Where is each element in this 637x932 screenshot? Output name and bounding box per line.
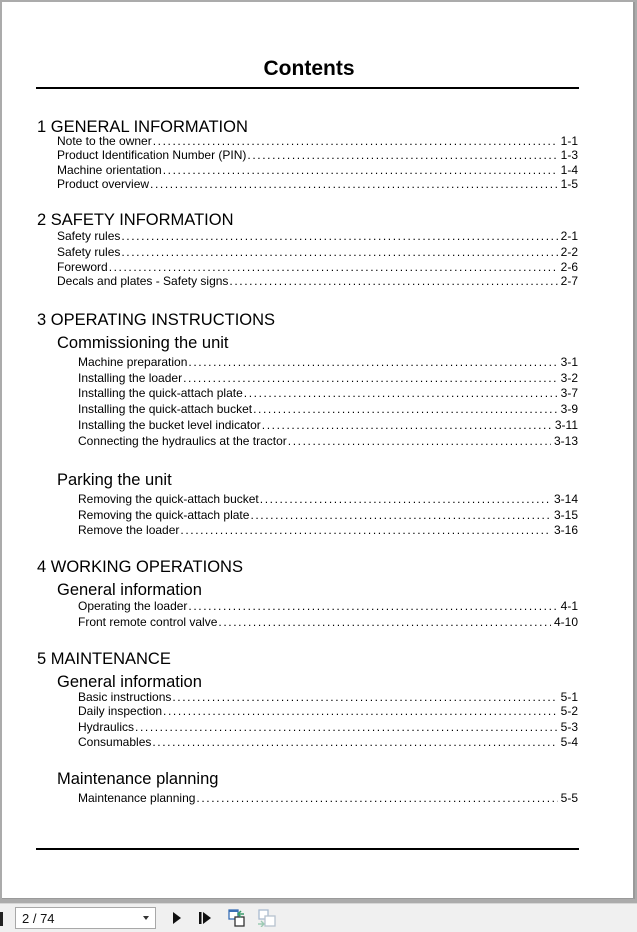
- toc-entry[interactable]: Maintenance planning ..... 5-5: [78, 791, 578, 806]
- section-heading: General information: [57, 581, 202, 599]
- section-heading: General information: [57, 673, 202, 691]
- toc-entry[interactable]: Operating the loader ..... 4-1: [78, 599, 578, 614]
- toc-entry[interactable]: Decals and plates - Safety signs ..... 2-7: [57, 274, 578, 289]
- toc-entry[interactable]: Installing the loader ..... 3-2: [78, 371, 578, 386]
- toc-entry[interactable]: Consumables ..... 5-4: [78, 735, 578, 750]
- top-rule: [36, 87, 579, 89]
- chapter-heading: 4 WORKING OPERATIONS: [37, 558, 243, 576]
- toc-entry[interactable]: Note to the owner ..... 1-1: [57, 134, 578, 149]
- toc-entry[interactable]: Basic instructions ..... 5-1: [78, 690, 578, 705]
- toc-entry[interactable]: Foreword ..... 2-6: [57, 260, 578, 275]
- chapter-heading: 5 MAINTENANCE: [37, 650, 171, 668]
- toc-entry[interactable]: Front remote control valve ..... 4-10: [78, 615, 578, 630]
- toc-entry[interactable]: Installing the bucket level indicator ..... 3-11: [78, 418, 578, 433]
- fit-page-icon[interactable]: [228, 909, 246, 927]
- toc-entry[interactable]: Safety rules ..... 2-1: [57, 229, 578, 244]
- next-page-icon[interactable]: [168, 909, 186, 927]
- chapter-heading: 2 SAFETY INFORMATION: [37, 211, 234, 229]
- previous-page-icon[interactable]: [0, 912, 3, 926]
- toc-entry[interactable]: Installing the quick-attach plate ..... 3-7: [78, 386, 578, 401]
- document-page: [2, 2, 635, 899]
- toc-entry[interactable]: Connecting the hydraulics at the tractor ..... 3-13: [78, 434, 578, 449]
- chapter-heading: 3 OPERATING INSTRUCTIONS: [37, 311, 276, 329]
- page-title: Contents: [263, 57, 355, 80]
- bottom-rule: [36, 848, 579, 850]
- section-heading: Parking the unit: [57, 471, 172, 489]
- chevron-down-icon: [143, 916, 149, 920]
- toc-entry[interactable]: Installing the quick-attach bucket ..... 3-9: [78, 402, 578, 417]
- page-select[interactable]: [15, 907, 156, 929]
- toc-entry[interactable]: Removing the quick-attach plate ..... 3-15: [78, 508, 578, 523]
- toc-entry[interactable]: Product Identification Number (PIN) ..... 1-3: [57, 148, 578, 163]
- toc-entry[interactable]: Daily inspection ..... 5-2: [78, 704, 578, 719]
- toc-entry[interactable]: Product overview ..... 1-5: [57, 177, 578, 192]
- toc-entry[interactable]: Machine preparation ..... 3-1: [78, 355, 578, 370]
- page-indicator: 2 / 74: [22, 910, 55, 926]
- toc-entry[interactable]: Remove the loader ..... 3-16: [78, 523, 578, 538]
- toc-entry[interactable]: Machine orientation ..... 1-4: [57, 163, 578, 178]
- last-page-icon[interactable]: [197, 909, 215, 927]
- fit-width-icon[interactable]: [258, 909, 276, 927]
- page-navigation-toolbar: [0, 903, 637, 932]
- section-heading: Maintenance planning: [57, 770, 219, 788]
- toc-entry[interactable]: Hydraulics ..... 5-3: [78, 720, 578, 735]
- section-heading: Commissioning the unit: [57, 334, 229, 352]
- toc-entry[interactable]: Removing the quick-attach bucket ..... 3-14: [78, 492, 578, 507]
- toc-entry[interactable]: Safety rules ..... 2-2: [57, 245, 578, 260]
- chapter-heading: 1 GENERAL INFORMATION: [37, 118, 248, 136]
